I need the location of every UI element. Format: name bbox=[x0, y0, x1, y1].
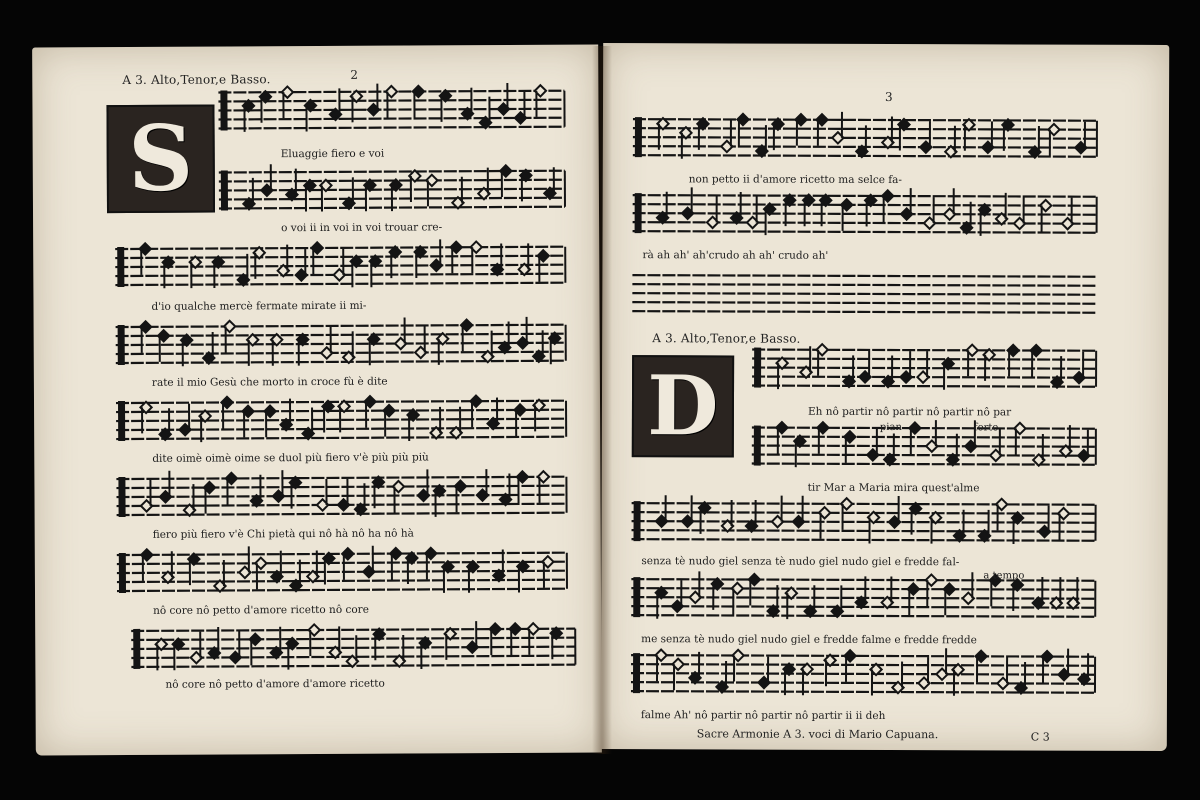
right-running-header: A 3. Alto,Tenor,e Basso. bbox=[652, 331, 801, 346]
clef-glyph bbox=[133, 629, 140, 669]
clef-glyph bbox=[754, 348, 761, 388]
signature-mark: C 3 bbox=[1030, 730, 1050, 744]
left-lyric-4: rate il mio Gesù che morto in croce fù è dite bbox=[151, 375, 388, 389]
book-gutter bbox=[592, 46, 612, 754]
empty-staff bbox=[632, 275, 1096, 313]
staff bbox=[218, 83, 564, 132]
left-page bbox=[32, 45, 602, 756]
clef-glyph bbox=[633, 501, 640, 541]
staff bbox=[131, 621, 575, 671]
staff bbox=[752, 420, 1096, 469]
clef-glyph bbox=[635, 117, 642, 157]
right-lyric-4: tir Mar a Maria mira quest'alme bbox=[807, 481, 980, 495]
staff bbox=[631, 571, 1095, 620]
clef-glyph bbox=[118, 325, 125, 365]
left-lyric-6: fiero più fiero v'è Chi pietà qui nô hà nô ha nô hà bbox=[152, 527, 414, 541]
left-lyric-2: o voi ii in voi in voi trouar cre- bbox=[281, 221, 443, 235]
decorated-initial-d bbox=[632, 355, 734, 457]
initial-letter: D bbox=[647, 358, 719, 455]
clef-glyph bbox=[754, 426, 761, 466]
left-lyric-3: d'io qualche mercè fermate mirate ii mi- bbox=[151, 299, 367, 313]
left-lyric-8: nô core nô petto d'amore d'amore ricetto bbox=[165, 677, 385, 691]
clef-glyph bbox=[221, 170, 228, 210]
staff bbox=[115, 239, 565, 289]
clef-glyph bbox=[119, 553, 126, 593]
staff bbox=[631, 495, 1095, 544]
right-lyric-6: me senza tè nudo giel nudo giel e fredde falme e fredde fredde bbox=[641, 633, 977, 647]
dynamic-pian: pian bbox=[879, 421, 902, 434]
staff bbox=[633, 111, 1097, 160]
right-page bbox=[601, 43, 1169, 751]
right-lyric-5: senza tè nudo giel senza tè nudo giel nudo giel e fredde fal- bbox=[641, 555, 960, 569]
clef-glyph bbox=[633, 653, 640, 693]
staff bbox=[116, 469, 566, 519]
staff bbox=[117, 545, 567, 595]
clef-glyph bbox=[220, 90, 227, 130]
left-page-number: 2 bbox=[350, 67, 358, 82]
page-footer: Sacre Armonie A 3. voci di Mario Capuana. bbox=[696, 727, 939, 742]
clef-glyph bbox=[635, 193, 642, 233]
clef-glyph bbox=[118, 401, 125, 441]
dynamic-forte: forte bbox=[973, 422, 999, 434]
left-lyric-5: dite oimè oimè oime se duol più fiero v'è più più più bbox=[152, 451, 429, 465]
right-lyric-3: Eh nô partir nô partir nô partir nô par bbox=[807, 405, 1012, 419]
right-lyric-7: falme Ah' nô partir nô partir nô partir ii ii deh bbox=[640, 709, 886, 723]
staff bbox=[752, 344, 1096, 390]
left-lyric-7: nô core nô petto d'amore ricetto nô core bbox=[153, 603, 369, 617]
staff bbox=[631, 647, 1095, 696]
staff bbox=[116, 395, 566, 443]
clef-glyph bbox=[117, 247, 124, 287]
staff bbox=[219, 163, 565, 212]
clef-glyph bbox=[633, 577, 640, 617]
right-lyric-1: non petto ii d'amore ricetto ma selce fa- bbox=[688, 173, 902, 187]
left-running-header: A 3. Alto,Tenor,e Basso. bbox=[122, 72, 271, 88]
left-lyric-1: Eluaggie fiero e voi bbox=[280, 147, 385, 161]
tempo-a-tempo: a tempo bbox=[983, 570, 1025, 582]
initial-letter: S bbox=[127, 105, 194, 212]
staff bbox=[633, 187, 1097, 236]
staff bbox=[116, 317, 566, 367]
right-page-number: 3 bbox=[885, 89, 893, 105]
clef-glyph bbox=[118, 477, 125, 517]
right-lyric-2: rà ah ah' ah'crudo ah ah' crudo ah' bbox=[642, 249, 829, 262]
